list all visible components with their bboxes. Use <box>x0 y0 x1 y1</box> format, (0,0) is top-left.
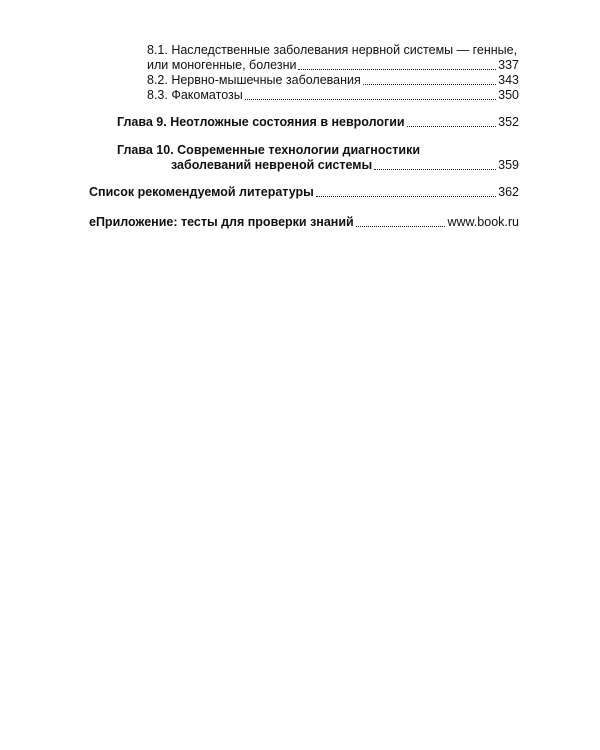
toc-8-1-line1: 8.1. Наследственные заболевания нервной системы — генные, <box>147 43 518 57</box>
dot-leader <box>407 126 497 127</box>
toc-label: 8.2. Нервно-мышечные заболевания <box>147 73 361 87</box>
toc-label: еПриложение: тесты для проверки знаний <box>89 215 354 229</box>
toc-entry-8-2[interactable] <box>147 73 519 88</box>
dot-leader <box>298 69 496 70</box>
dot-leader <box>245 99 496 100</box>
page-number: 362 <box>498 185 519 199</box>
page-number: 337 <box>498 58 519 72</box>
toc-chapter-10-line1: Глава 10. Современные технологии диагностики <box>117 143 421 157</box>
toc-label: Глава 9. Неотложные состояния в неврологии <box>117 115 405 129</box>
toc-8-1-line2: или моногенные, болезни <box>147 58 297 72</box>
toc-label: Список рекомендуемой литературы <box>89 185 314 199</box>
toc-entry-chapter-10[interactable] <box>171 158 519 173</box>
page-number: 343 <box>498 73 519 87</box>
toc-label: 8.3. Факоматозы <box>147 88 243 102</box>
toc-entry-8-3[interactable] <box>147 88 519 103</box>
page-number: 350 <box>498 88 519 102</box>
dot-leader <box>316 196 496 197</box>
appendix-link[interactable]: www.book.ru <box>447 215 519 229</box>
toc-entry-appendix[interactable] <box>89 215 519 230</box>
page-number: 359 <box>498 158 519 172</box>
toc-entry-chapter-9[interactable] <box>117 115 519 130</box>
dot-leader <box>356 226 446 227</box>
dot-leader <box>363 84 496 85</box>
page-number: 352 <box>498 115 519 129</box>
toc-chapter-10-line2: заболеваний невреной системы <box>171 158 373 172</box>
dot-leader <box>374 169 496 170</box>
toc-entry-bibliography[interactable] <box>89 185 519 200</box>
toc-entry-8-1[interactable] <box>147 58 519 73</box>
